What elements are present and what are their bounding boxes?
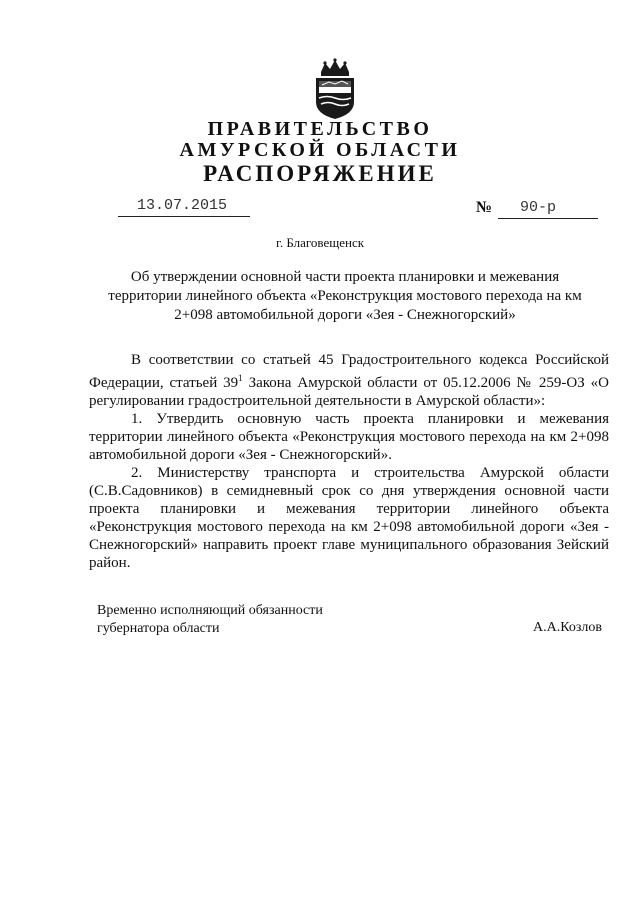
preamble-text-part2: Закона Амурской области от 05.12.2006 № 259-ОЗ «О регулировании градостроительной деятельности в Амурской области»: — [89, 375, 609, 409]
government-name-line1: ПРАВИТЕЛЬСТВО — [207, 118, 433, 140]
signer-title-line2: губернатора области — [97, 621, 220, 636]
document-subject: Об утверждении основной части проекта планировки и межевания территории линейного объекта «Реконструкция мостового перехода на км 2+098 автомобильной дороги «Зея - Снежногорский» — [108, 269, 582, 323]
document-body — [89, 351, 609, 572]
number-underline — [498, 218, 598, 219]
signer-title-line1: Временно исполняющий обязанности — [97, 603, 323, 618]
city-name: г. Благовещенск — [275, 235, 365, 250]
document-date: 13.07.2015 — [137, 197, 228, 214]
signer-name: А.А.Козлов — [533, 620, 602, 635]
government-name-line2: АМУРСКОЙ ОБЛАСТИ — [179, 139, 461, 161]
document-type-title: РАСПОРЯЖЕНИЕ — [203, 161, 437, 186]
number-label: № — [476, 199, 493, 216]
preamble-superscript: 1 — [238, 373, 243, 383]
item-1-paragraph: 1. Утвердить основную часть проекта планировки и межевания территории линейного объекта «Реконструкция мостового перехода на км 2+098 автомобильной дороги «Зея - Снежногорский». — [89, 411, 609, 463]
item-2-paragraph: 2. Министерству транспорта и строительства Амурской области (С.В.Садовников) в семидневный срок со дня утверждения основной части проекта планировки и межевания территории линейного объекта «Реконструкция мостового перехода на км 2+098 автомобильной дороги «Зея - Снежногорский» направить проект главе муниципального образования Зейский район. — [89, 465, 609, 571]
date-underline — [118, 216, 250, 217]
preamble-text-part1: В соответствии со статьей 45 Градостроительного кодекса Российской Федерации, статьей 39 — [89, 352, 609, 391]
coat-of-arms-icon — [312, 58, 358, 120]
signer-title — [97, 602, 323, 638]
document-number: 90-р — [520, 199, 557, 216]
preamble-paragraph — [89, 351, 609, 410]
